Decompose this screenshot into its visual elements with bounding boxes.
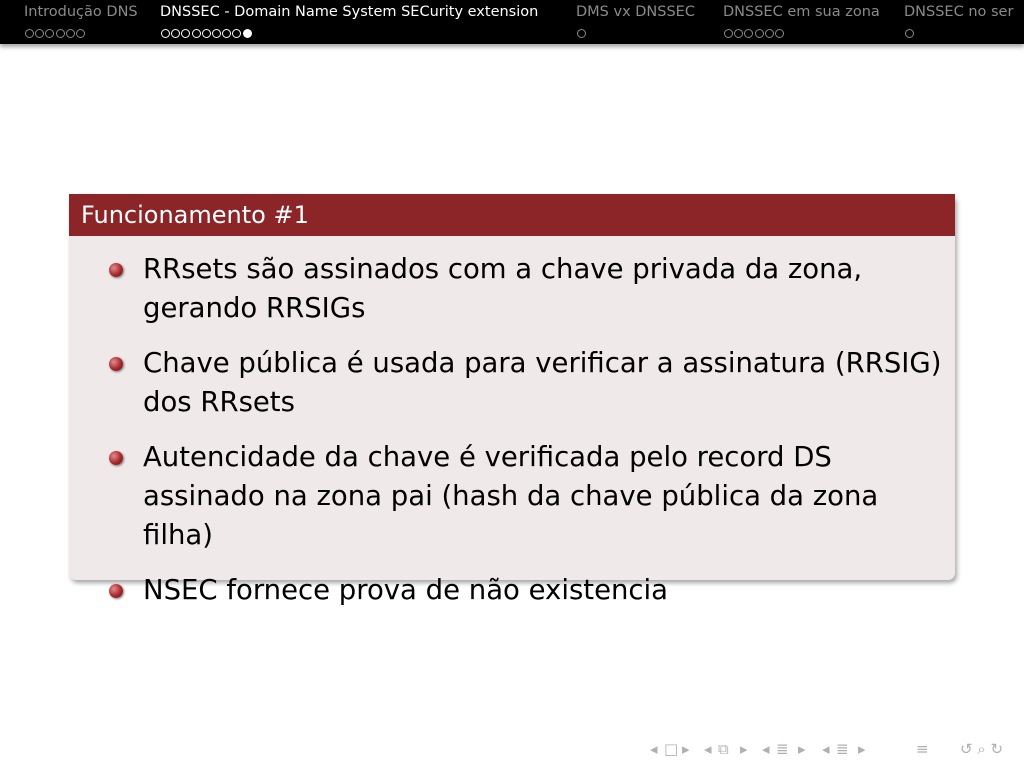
nav-section-dnssec-no-ser[interactable] bbox=[904, 2, 1013, 39]
list-item bbox=[69, 250, 955, 328]
frame-dot-icon[interactable] bbox=[765, 29, 774, 38]
nav-section-title[interactable]: DNSSEC em sua zona bbox=[723, 4, 880, 20]
content-block bbox=[69, 194, 955, 606]
frame-dot-icon[interactable] bbox=[202, 29, 211, 38]
frame-dot-icon[interactable] bbox=[171, 29, 180, 38]
frame-dot-icon[interactable] bbox=[775, 29, 784, 38]
frame-dot-icon[interactable] bbox=[56, 29, 65, 38]
frame-dot-icon[interactable] bbox=[755, 29, 764, 38]
frame-dot-icon[interactable] bbox=[744, 29, 753, 38]
nav-frame-dots[interactable] bbox=[724, 23, 880, 39]
bullet-ball-icon bbox=[109, 451, 123, 465]
nav-section-dms-vx-dnssec[interactable] bbox=[576, 2, 695, 39]
frame-dot-icon[interactable] bbox=[577, 29, 586, 38]
nav-section-title[interactable]: Introdução DNS bbox=[24, 4, 138, 20]
nav-section-dnssec-em-sua-zona[interactable] bbox=[723, 2, 880, 39]
frame-prev-icon[interactable]: ◂ bbox=[650, 740, 658, 758]
bullet-text: RRsets são assinados com a chave privada da zona, gerando RRSIGs bbox=[143, 253, 863, 324]
nav-section-title[interactable]: DNSSEC - Domain Name System SECurity extension bbox=[160, 4, 539, 20]
frame-dot-icon[interactable] bbox=[232, 29, 241, 38]
bullet-ball-icon bbox=[109, 357, 123, 371]
search-icon[interactable]: ↺ ⌕ ↻ bbox=[960, 740, 1004, 758]
frame-dot-icon[interactable] bbox=[35, 29, 44, 38]
subsection-next-icon[interactable]: ▸ bbox=[740, 740, 748, 758]
frame-dot-icon[interactable] bbox=[45, 29, 54, 38]
align-icon[interactable]: ≡ bbox=[916, 740, 929, 758]
nav-frame-dots[interactable] bbox=[905, 23, 1013, 39]
bullet-ball-icon bbox=[109, 263, 123, 277]
nav-section-title[interactable]: DNSSEC no ser bbox=[904, 4, 1014, 20]
list-item bbox=[69, 571, 955, 610]
bullet-list bbox=[69, 236, 955, 610]
frame-icon[interactable]: □ bbox=[664, 740, 679, 758]
sub-prev-icon[interactable]: ◂ bbox=[822, 740, 830, 758]
section-prev-icon[interactable]: ◂ bbox=[762, 740, 770, 758]
list-item bbox=[69, 438, 955, 555]
subsection-icon[interactable]: ⧉ bbox=[718, 740, 729, 758]
nav-section-title[interactable]: DMS vx DNSSEC bbox=[576, 4, 695, 20]
nav-section-dnssec[interactable] bbox=[160, 2, 538, 39]
bullet-text: NSEC fornece prova de não existencia bbox=[143, 574, 669, 606]
bullet-text: Autencidade da chave é verificada pelo record DS assinado na zona pai (hash da chave pública da zona filha) bbox=[143, 441, 879, 551]
frame-dot-icon[interactable] bbox=[212, 29, 221, 38]
frame-dot-icon[interactable] bbox=[181, 29, 190, 38]
frame-dot-icon[interactable] bbox=[243, 29, 252, 38]
section-icon[interactable]: ≣ bbox=[776, 740, 789, 758]
nav-frame-dots[interactable] bbox=[161, 23, 538, 39]
bullet-ball-icon bbox=[109, 584, 123, 598]
nav-frame-dots[interactable] bbox=[25, 23, 138, 39]
frame-next-icon[interactable]: ▸ bbox=[682, 740, 690, 758]
sub-next-icon[interactable]: ▸ bbox=[858, 740, 866, 758]
frame-dot-icon[interactable] bbox=[76, 29, 85, 38]
list-item bbox=[69, 344, 955, 422]
frame-dot-icon[interactable] bbox=[724, 29, 733, 38]
subsection-prev-icon[interactable]: ◂ bbox=[704, 740, 712, 758]
frame-dot-icon[interactable] bbox=[66, 29, 75, 38]
nav-section-introducao-dns[interactable] bbox=[24, 2, 138, 39]
block-title: Funcionamento #1 bbox=[69, 194, 955, 236]
frame-dot-icon[interactable] bbox=[905, 29, 914, 38]
frame-dot-icon[interactable] bbox=[161, 29, 170, 38]
section-navbar bbox=[0, 0, 1024, 44]
sub-icon[interactable]: ≣ bbox=[836, 740, 849, 758]
frame-dot-icon[interactable] bbox=[192, 29, 201, 38]
frame-dot-icon[interactable] bbox=[734, 29, 743, 38]
nav-frame-dots[interactable] bbox=[577, 23, 695, 39]
frame-dot-icon[interactable] bbox=[222, 29, 231, 38]
frame-dot-icon[interactable] bbox=[25, 29, 34, 38]
section-next-icon[interactable]: ▸ bbox=[798, 740, 806, 758]
bullet-text: Chave pública é usada para verificar a assinatura (RRSIG) dos RRsets bbox=[143, 347, 942, 418]
